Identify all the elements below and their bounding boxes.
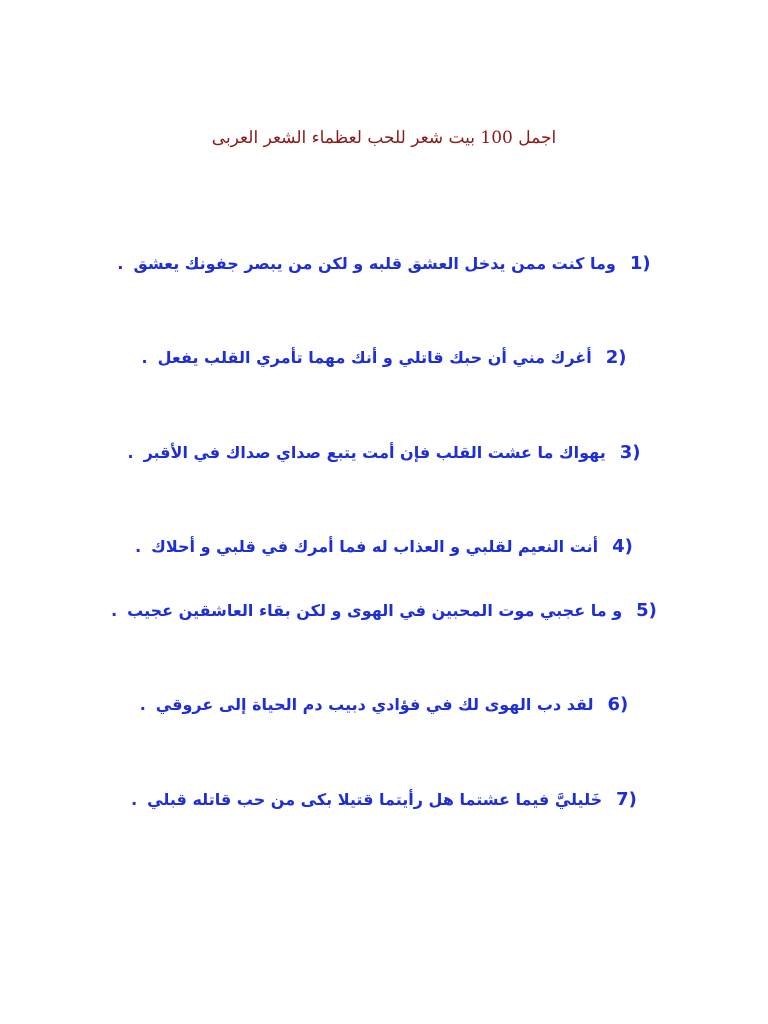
verse-number: 4) bbox=[612, 535, 633, 557]
verse-line bbox=[0, 687, 768, 721]
verse-number: 7) bbox=[616, 788, 637, 810]
verse-text: خَليليَّ فيما عشتما هل رأيتما قتيلا بكى من حب قاتله قبلي bbox=[147, 789, 603, 809]
verse-line bbox=[0, 529, 768, 563]
verse-line bbox=[0, 435, 768, 469]
page-title: اجمل 100 بيت شعر للحب لعظماء الشعر العربى bbox=[211, 128, 557, 148]
verse-end-mark: . bbox=[141, 347, 148, 367]
verse-number: 6) bbox=[607, 693, 629, 715]
verse-end-mark: . bbox=[131, 789, 138, 809]
verse-line bbox=[0, 782, 768, 816]
verse-text: وما كنت ممن يدخل العشق قلبه و لكن من يبصر جفونك يعشق bbox=[133, 253, 616, 273]
verse-number: 2) bbox=[605, 346, 627, 368]
verse-line bbox=[0, 593, 768, 627]
verse-text: أنت النعيم لقلبي و العذاب له فما أمرك في قلبي و أحلاك bbox=[151, 536, 599, 556]
verse-number: 3) bbox=[619, 441, 641, 463]
verse-text: و ما عجبي موت المحبين في الهوى و لكن بقاء العاشقين عجيب bbox=[127, 600, 623, 620]
verse-end-mark: . bbox=[139, 694, 146, 714]
verse-number: 5) bbox=[636, 599, 657, 621]
verse-number: 1) bbox=[629, 252, 651, 274]
verse-text: لقد دب الهوى لك في فؤادي دبيب دم الحياة إلى عروقي bbox=[155, 694, 594, 714]
verse-text: أغرك مني أن حبك قاتلي و أنك مهما تأمري القلب يفعل bbox=[157, 347, 592, 367]
verse-line bbox=[0, 246, 768, 280]
verse-line bbox=[0, 340, 768, 374]
verse-end-mark: . bbox=[111, 600, 118, 620]
verse-end-mark: . bbox=[135, 536, 142, 556]
verse-end-mark: . bbox=[127, 442, 134, 462]
verse-text: يهواك ما عشت القلب فإن أمت يتبع صداي صداك في الأقبر bbox=[143, 442, 606, 462]
verse-end-mark: . bbox=[117, 253, 124, 273]
